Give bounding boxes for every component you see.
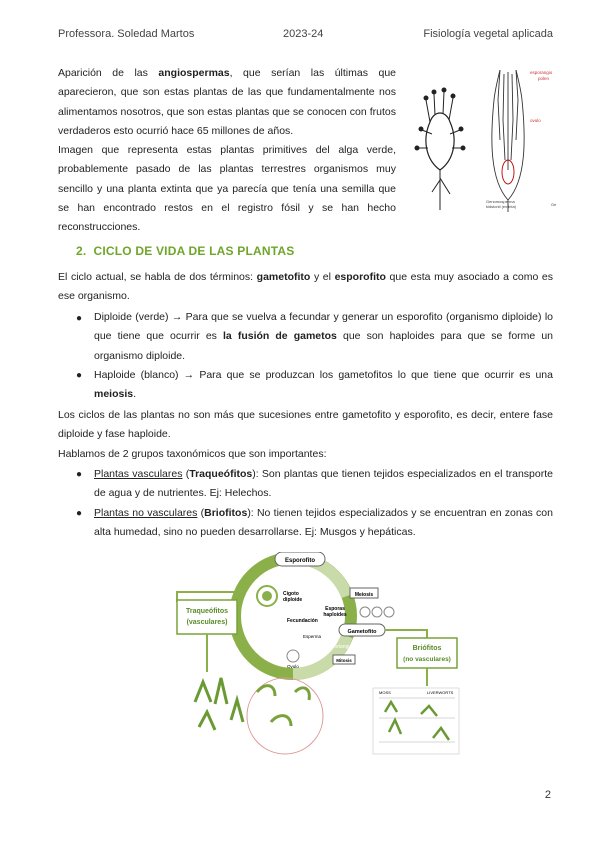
svg-text:Cigoto: Cigoto [283,591,299,597]
header-subject: Fisiología vegetal aplicada [423,28,553,40]
header-author: Professora. Soledad Martos [58,28,195,40]
svg-text:Gametangio: Gametangio [325,644,353,650]
label-ovulo: ovulo [530,118,541,123]
label-right-cut: Ge [551,202,557,207]
label-species2: kidstonii (extinta) [486,204,517,209]
primitive-plant-drawing [415,88,465,210]
svg-text:Gametos: Gametos [293,628,314,634]
briofitos-box [397,638,457,668]
svg-text:Esperma: Esperma [303,634,322,639]
fossil-plant-figure [408,60,558,220]
body-cycles: Los ciclos de las plantas no son más que sucesiones entre gametofito y esporofito, es decir, entere fase diploide y fase haploide. Hablamos de 2 grupos taxonómicos que son importantes: [58,409,553,460]
svg-text:LIVERWORTS: LIVERWORTS [427,690,454,695]
intro-text: Aparición de las angiospermas, que serían las últimas que aparecieron, que son estas plantas de las que fundamentalmente nos alimentamos nosotros, que son estas plantas que se conocen con frutos verdaderos esto ocurrió hace 65 millones de años. Imagen que representa estas plantas primitives del alga verde, probablemente pasado de las plantas terrestres organismos muy sencillo y una planta extinta que ya parecía que tenía una semilla que se han encontrado restos en el registro fósil y se han hecho reconstrucciones. [58,67,396,234]
section-heading: 2. CICLO DE VIDA DE LAS PLANTAS [76,244,295,258]
plant-life-cycle-diagram [175,552,465,757]
label-polen: polen [538,76,550,81]
bullet-diploide: Diploide (verde) → Para que se vuelva a fecundar y generar un esporofito (organismo diploide) lo que tiene que ocurrir es la fusión de gametos que son haploides para que se forme un organismo diploide. [94,311,554,362]
svg-text:diploide: diploide [283,597,303,603]
svg-text:Ovulo: Ovulo [287,664,299,669]
svg-text:haploides: haploides [323,612,347,618]
svg-text:Esporofito: Esporofito [285,558,315,564]
header-year: 2023-24 [283,28,324,40]
page-number: 2 [544,789,551,801]
bullet-dot: ● [76,313,83,324]
svg-text:Briófitos: Briófitos [412,645,442,652]
svg-text:Meiosis: Meiosis [354,592,374,598]
svg-text:Traqueófitos: Traqueófitos [185,608,229,615]
moss-cycle-illustration [373,688,459,754]
body-intro: El ciclo actual, se habla de dos términos: gametofito y el esporofito que esta muy asociado a como es ese organismo. [58,271,553,303]
svg-text:Fecundación: Fecundación [287,618,318,624]
bullet-vasculares: Plantas vasculares (Traqueófitos): Son plantas que tienen tejidos especializados en el transporte de agua y de nutrientes. Ej: Helechos. [94,468,553,500]
svg-text:Gametofito: Gametofito [347,629,377,635]
label-esporangio: esporangio [530,70,553,75]
svg-text:Mitosis: Mitosis [336,658,352,663]
bullet-no-vasculares: Plantas no vasculares (Briofitos): No tienen tejidos especializados y se encuentran en zonas con alta humedad, sino no pueden desarrollarse. Ej: Musgos y hepáticas. [94,507,553,539]
svg-text:(no vasculares): (no vasculares) [403,656,451,663]
svg-text:(vasculares): (vasculares) [186,619,228,626]
bullet-dot: ● [76,469,83,480]
label-species: Genomosperma [486,199,515,204]
genomosperma-drawing [492,70,524,212]
fern-cycle-illustration [195,678,323,754]
svg-text:Esporangio: Esporangio [325,552,351,557]
svg-text:Esporas: Esporas [325,606,345,612]
svg-text:MOSS: MOSS [379,690,391,695]
bullet-dot: ● [76,370,83,381]
bullet-dot: ● [76,508,83,519]
traqueofitos-box [177,600,237,634]
bullet-haploide: Haploide (blanco) → Para que se produzcan los gametofitos lo que tiene que ocurrir es una meiosis. [94,369,553,401]
